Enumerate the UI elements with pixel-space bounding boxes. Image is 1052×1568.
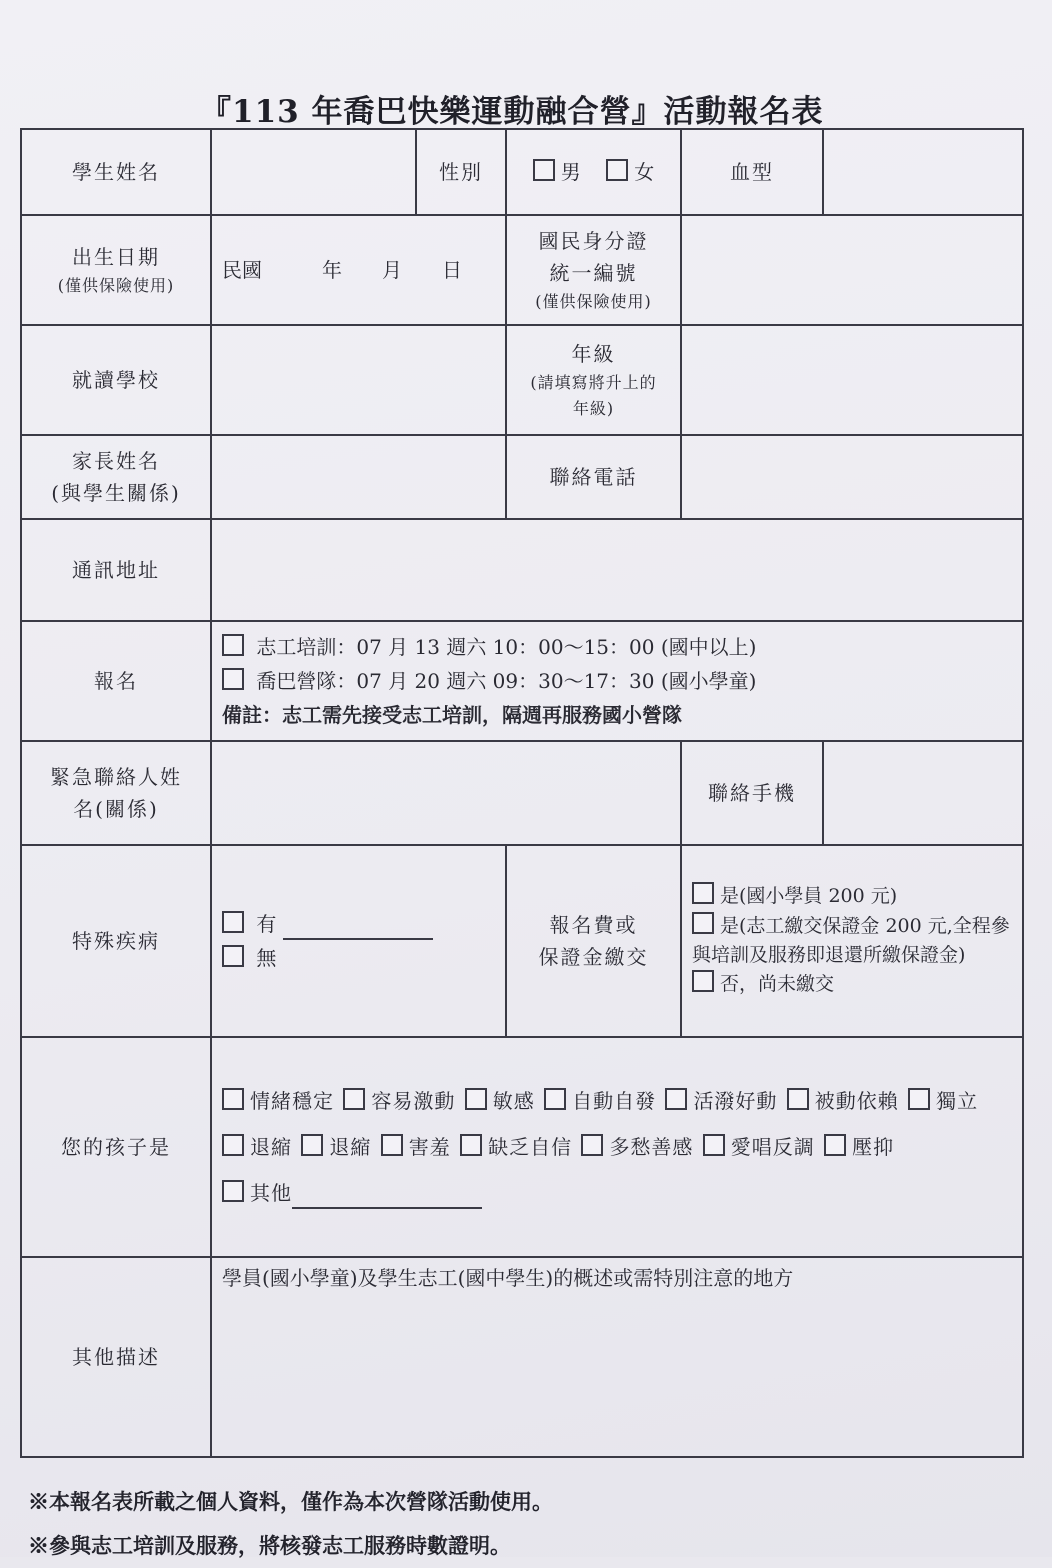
trait-item: 活潑好動: [665, 1089, 777, 1113]
volunteer-training-text: 志工培訓：07 月 13 週六 10：00～15：00 (國中以上): [256, 635, 757, 659]
description-field[interactable]: [211, 1257, 1023, 1457]
trait-checkbox[interactable]: [381, 1134, 403, 1156]
trait-item: 獨立: [908, 1089, 978, 1113]
signup-remark: 備註：志工需先接受志工培訓，隔週再服務國小營隊: [222, 703, 682, 727]
row-student: [21, 129, 1023, 215]
fee-options: [681, 845, 1023, 1037]
blood-type-label: 血型: [681, 129, 823, 215]
other-blank[interactable]: [292, 1207, 482, 1209]
trait-checkbox[interactable]: [222, 1088, 244, 1110]
trait-checkbox[interactable]: [460, 1134, 482, 1156]
trait-checkbox[interactable]: [301, 1134, 323, 1156]
trait-item: 退縮: [222, 1135, 292, 1159]
volunteer-training-checkbox[interactable]: [222, 634, 244, 656]
trait-item: 害羞: [381, 1135, 451, 1159]
trait-checkbox[interactable]: [544, 1088, 566, 1110]
form-title: 『113 年喬巴快樂運動融合營』活動報名表: [200, 94, 824, 130]
disease-no-label: 無: [256, 946, 277, 970]
option-camp: [222, 665, 1012, 697]
mobile-field[interactable]: [823, 741, 1023, 845]
camp-checkbox[interactable]: [222, 668, 244, 690]
birth-date-note: (僅供保險使用): [57, 276, 175, 296]
trait-item: 自動自發: [544, 1089, 656, 1113]
trait-item: 壓抑: [824, 1135, 894, 1159]
service-hours-note: ※參與志工培訓及服務，將核發志工服務時數證明。: [28, 1533, 511, 1558]
fee-volunteer-checkbox[interactable]: [692, 912, 714, 934]
id-number-label-1: 國民身分證: [538, 229, 649, 254]
row-address: [21, 519, 1023, 621]
privacy-note: ※本報名表所載之個人資料，僅作為本次營隊活動使用。: [28, 1489, 553, 1514]
fee-option-unpaid: [692, 970, 1012, 999]
trait-checkbox[interactable]: [787, 1088, 809, 1110]
trait-item: 被動依賴: [787, 1089, 899, 1113]
trait-checkbox[interactable]: [343, 1088, 365, 1110]
trait-item: 愛唱反調: [703, 1135, 815, 1159]
trait-checkbox[interactable]: [222, 1134, 244, 1156]
mobile-label: 聯絡手機: [681, 741, 823, 845]
grade-note-2: 年級): [572, 399, 615, 418]
other-label: 其他: [250, 1181, 292, 1205]
address-label: 通訊地址: [21, 519, 211, 621]
disease-detail-blank[interactable]: [283, 938, 433, 940]
description-prompt: 學員(國小學童)及學生志工(國中學生)的概述或需特別注意的地方: [222, 1266, 794, 1290]
disease-label: 特殊疾病: [21, 845, 211, 1037]
fee-student-text: 是(國小學員 200 元): [720, 885, 898, 908]
fee-label-cell: [506, 845, 681, 1037]
fee-label-2: 保證金繳交: [538, 945, 649, 969]
camp-text: 喬巴營隊：07 月 20 週六 09：30～17：30 (國小學童): [256, 669, 757, 693]
trait-checkbox[interactable]: [665, 1088, 687, 1110]
grade-note-1: (請填寫將升上的: [530, 373, 657, 393]
parent-relation-label: (與學生關係): [51, 481, 181, 505]
emergency-label-cell: [21, 741, 211, 845]
emergency-label-1: 緊急聯絡人姓: [50, 765, 182, 789]
fee-label-1: 報名費或: [549, 913, 638, 937]
fee-student-checkbox[interactable]: [692, 882, 714, 904]
trait-item: 敏感: [465, 1089, 535, 1113]
fee-unpaid-checkbox[interactable]: [692, 970, 714, 992]
row-parent: [21, 435, 1023, 519]
phone-field[interactable]: [681, 435, 1023, 519]
traits-other: [222, 1177, 1012, 1209]
disease-options: [211, 845, 506, 1037]
row-school: [21, 325, 1023, 435]
disease-no-option: [222, 942, 495, 974]
id-number-label-cell: [506, 215, 681, 325]
birth-date-label: 出生日期: [72, 245, 160, 270]
gender-label: 性別: [416, 129, 506, 215]
child-traits-options: [211, 1037, 1023, 1257]
id-number-label-2: 統一編號: [549, 261, 638, 286]
row-disease-fee: [21, 845, 1023, 1037]
female-label: 女: [634, 160, 655, 184]
emergency-label-2: 名(關係): [73, 797, 159, 821]
trait-item: 缺乏自信: [460, 1135, 572, 1159]
id-number-field[interactable]: [681, 215, 1023, 325]
description-label: 其他描述: [21, 1257, 211, 1457]
trait-item: 情緒穩定: [222, 1089, 334, 1113]
row-signup: [21, 621, 1023, 741]
row-description: [21, 1257, 1023, 1457]
school-field[interactable]: [211, 325, 506, 435]
trait-checkbox[interactable]: [824, 1134, 846, 1156]
signup-label: 報名: [21, 621, 211, 741]
other-checkbox[interactable]: [222, 1180, 244, 1202]
trait-item: 退縮: [301, 1135, 371, 1159]
fee-option-student: [692, 882, 1012, 911]
student-name-label: 學生姓名: [21, 129, 211, 215]
row-emergency: [21, 741, 1023, 845]
option-volunteer-training: [222, 631, 1012, 663]
disease-no-checkbox[interactable]: [222, 945, 244, 967]
grade-label-cell: [506, 325, 681, 435]
fee-unpaid-text: 否，尚未繳交: [720, 973, 835, 996]
male-label: 男: [560, 160, 581, 184]
parent-label-cell: [21, 435, 211, 519]
trait-checkbox[interactable]: [703, 1134, 725, 1156]
trait-item: 容易激動: [343, 1089, 455, 1113]
registration-table: [20, 128, 1024, 1458]
row-birth: [21, 215, 1023, 325]
footer-notes: [28, 1480, 553, 1568]
traits-line-2: [222, 1131, 1012, 1163]
disease-yes-checkbox[interactable]: [222, 911, 244, 933]
trait-checkbox[interactable]: [908, 1088, 930, 1110]
child-traits-label: 您的孩子是: [21, 1037, 211, 1257]
grade-label: 年級: [571, 342, 616, 367]
traits-line-1: [222, 1085, 1012, 1117]
blood-type-field[interactable]: [823, 129, 1023, 215]
disease-yes-option: [222, 908, 495, 940]
gender-options: [506, 129, 681, 215]
trait-item: 多愁善感: [581, 1135, 693, 1159]
id-number-note: (僅供保險使用): [535, 292, 652, 312]
emergency-contact-field[interactable]: [211, 741, 681, 845]
phone-label: 聯絡電話: [506, 435, 681, 519]
fee-volunteer-text: 是(志工繳交保證金 200 元,全程參與培訓及服務即退還所繳保證金): [692, 914, 1010, 966]
parent-name-label: 家長姓名: [72, 449, 160, 473]
female-checkbox[interactable]: [606, 159, 628, 181]
male-checkbox[interactable]: [533, 159, 555, 181]
grade-field[interactable]: [681, 325, 1023, 435]
student-name-field[interactable]: [211, 129, 416, 215]
trait-checkbox[interactable]: [581, 1134, 603, 1156]
school-label: 就讀學校: [21, 325, 211, 435]
parent-name-field[interactable]: [211, 435, 506, 519]
row-child-traits: [21, 1037, 1023, 1257]
address-field[interactable]: [211, 519, 1023, 621]
fee-option-volunteer: [692, 912, 1012, 971]
birth-date-field[interactable]: 民國 年 月 日: [211, 215, 506, 325]
trait-checkbox[interactable]: [465, 1088, 487, 1110]
birth-date-label-cell: [21, 215, 211, 325]
signup-options: [211, 621, 1023, 741]
disease-yes-label: 有: [256, 912, 277, 936]
